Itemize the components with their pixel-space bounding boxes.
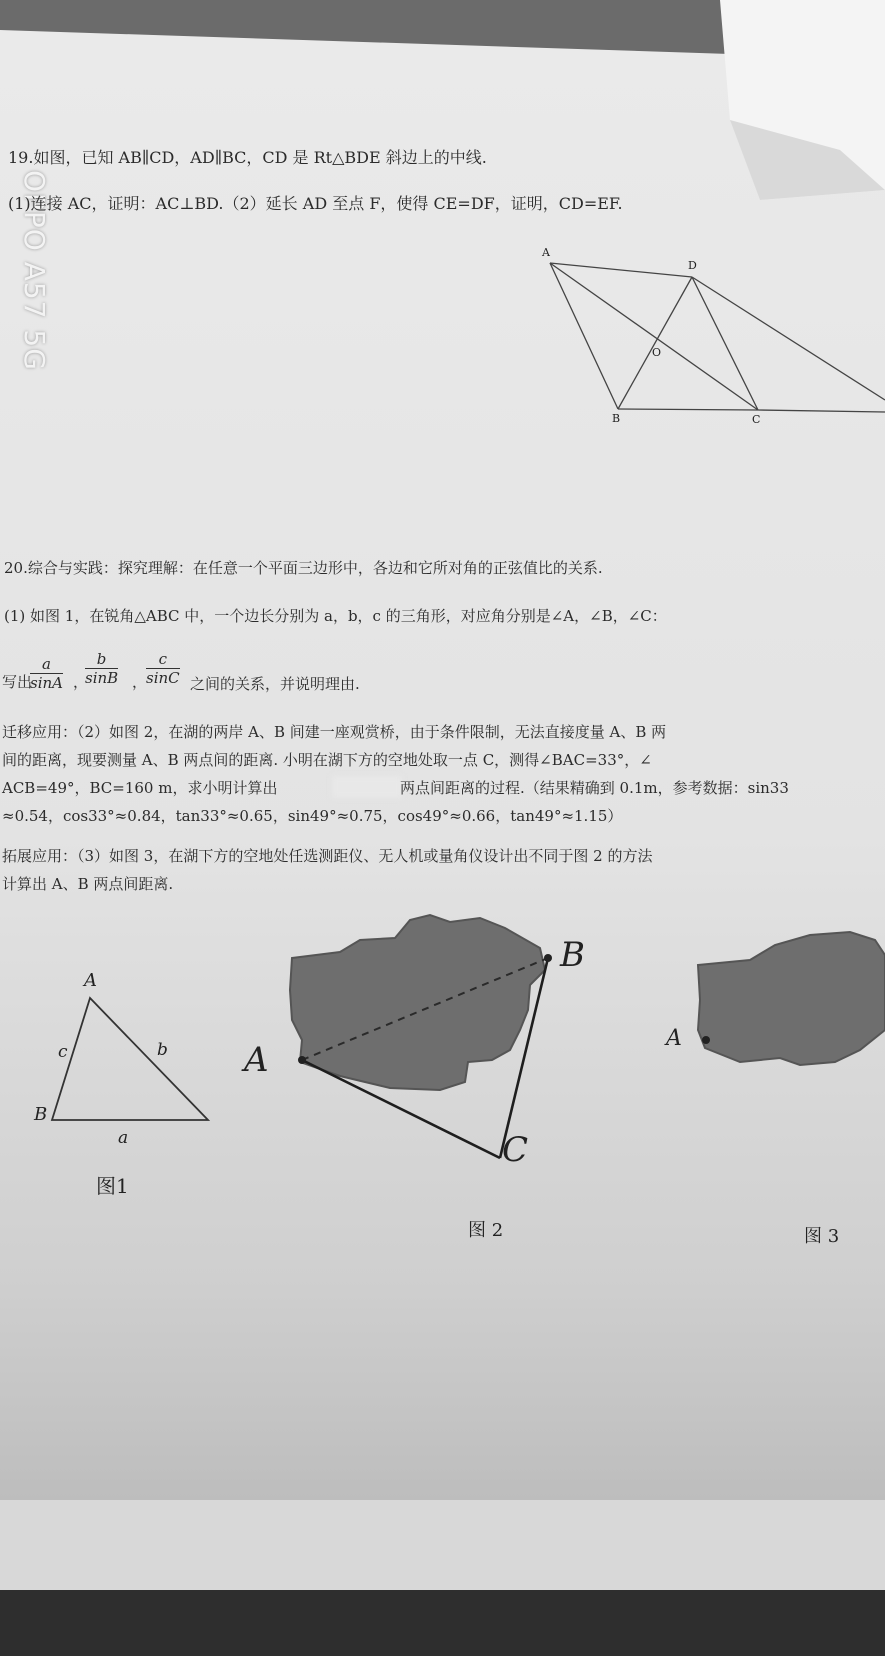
fig1-side-a: a: [118, 1128, 129, 1148]
q20-line3-prefix: 写出: [2, 673, 33, 691]
fraction-c-num: c: [146, 650, 180, 669]
camera-watermark: OPPO A57 5G: [18, 170, 51, 371]
fraction-sep-1: ，: [73, 673, 89, 691]
fraction-c-den: sinC: [146, 669, 180, 687]
q20-line5: 间的距离，现要测量 A、B 两点间的距离. 小明在湖下方的空地处取一点 C，测得∠BAC=33°，∠: [2, 751, 652, 769]
q20-line3-suffix: 之间的关系，并说明理由.: [190, 675, 360, 693]
q20-line8: 拓展应用：（3）如图 3，在湖下方的空地处任选测距仪、无人机或量角仪设计出不同于图 2 的方法: [2, 847, 653, 865]
q20-line6a: ACB=49°，BC=160 m，求小明计算出: [2, 779, 278, 797]
q20-line4: 迁移应用：（2）如图 2，在湖的两岸 A、B 间建一座观赏桥，由于条件限制，无法直接度量 A、B 两: [2, 723, 667, 741]
fraction-a-den: sinA: [30, 674, 63, 692]
q19-label-d: D: [688, 259, 697, 272]
fig3-lake: [698, 932, 885, 1065]
q19-line2: (1)连接 AC，证明：AC⊥BD.（2）延长 AD 至点 F，使得 CE=DF，证明，CD=EF.: [8, 194, 623, 213]
q20-line9: 计算出 A、B 两点间距离.: [2, 875, 174, 893]
q19-label-o: O: [652, 346, 662, 359]
fig2-caption: 图 2: [468, 1220, 504, 1241]
fig1-label-a: A: [84, 970, 97, 991]
fig3-label-a: A: [666, 1026, 682, 1051]
q20-line6b: 两点间距离的过程.（结果精确到 0.1m，参考数据：sin33: [400, 779, 789, 797]
fig1-triangle: [52, 998, 208, 1120]
fig1-caption: 图1: [96, 1174, 129, 1198]
q20-line1: 20.综合与实践：探究理解：在任意一个平面三边形中，各边和它所对角的正弦值比的关系.: [4, 559, 603, 577]
fig2-label-b: B: [560, 935, 585, 975]
fraction-sep-2: ，: [132, 673, 148, 691]
fig1-side-b: b: [157, 1040, 168, 1060]
q20-line2: (1) 如图 1，在锐角△ABC 中，一个边长分别为 a，b，c 的三角形，对应角分别是∠A，∠B，∠C：: [4, 607, 667, 625]
fig2-lake: [290, 915, 545, 1090]
q19-line1: 19.如图，已知 AB∥CD，AD∥BC，CD 是 Rt△BDE 斜边上的中线.: [8, 148, 487, 167]
q20-line7: ≈0.54，cos33°≈0.84，tan33°≈0.65，sin49°≈0.75，cos49°≈0.66，tan49°≈1.15）: [2, 807, 623, 825]
fig2-label-a: A: [244, 1040, 269, 1080]
fraction-b-den: sinB: [85, 669, 119, 687]
fraction-a-num: a: [30, 655, 63, 674]
fig2-label-c: C: [502, 1130, 529, 1170]
q19-label-b: B: [612, 412, 621, 425]
q19-label-c: C: [752, 413, 761, 426]
fraction-b-num: b: [85, 650, 118, 669]
q19-label-a: A: [542, 246, 550, 259]
fig3-caption: 图 3: [804, 1226, 840, 1247]
fig1-label-b: B: [34, 1104, 48, 1125]
fig1-side-c: c: [58, 1042, 68, 1062]
